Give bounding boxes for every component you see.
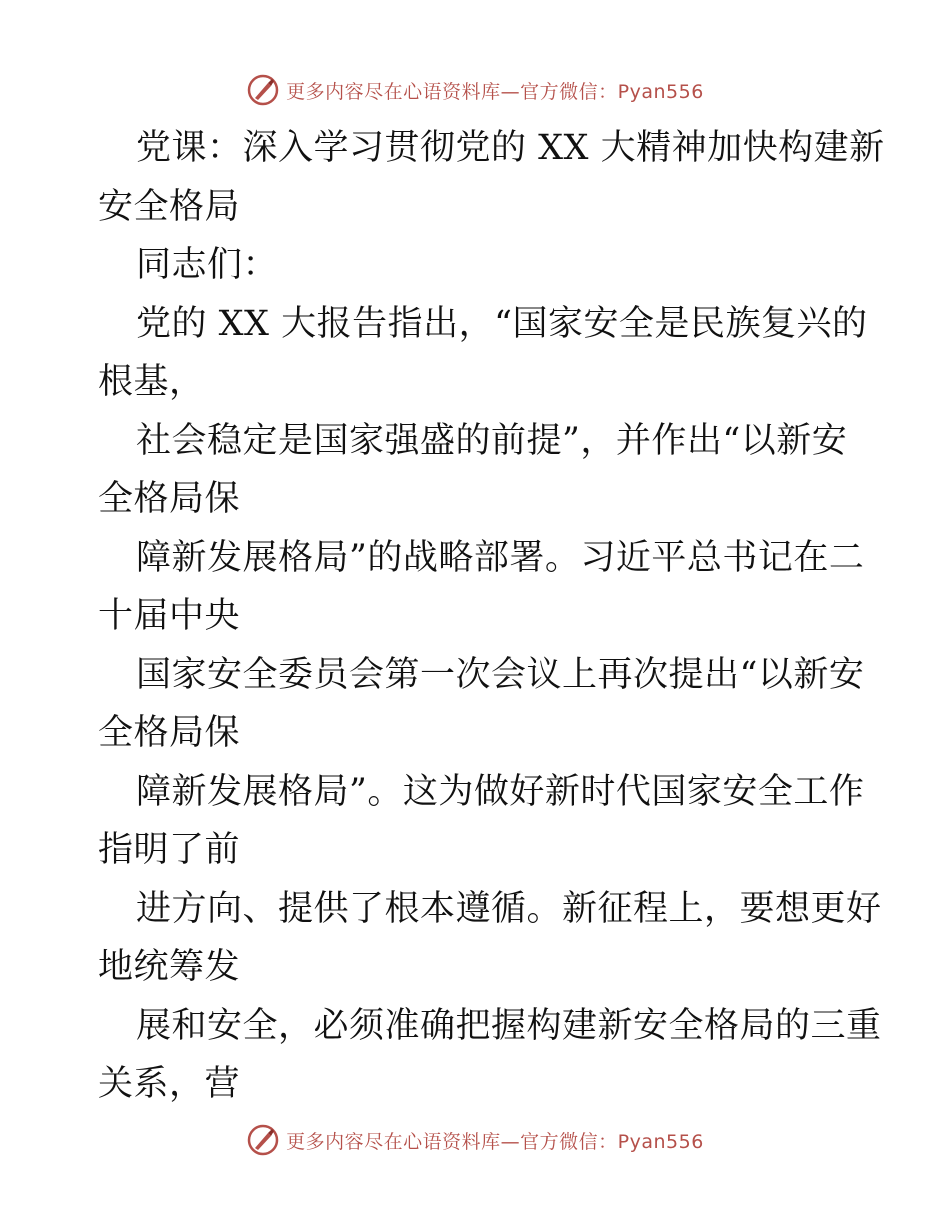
text-line: 社会稳定是国家强盛的前提”，并作出“以新安: [136, 420, 848, 461]
text-line: 党的 XX 大报告指出，“国家安全是民族复兴的: [136, 303, 868, 344]
text-line: 进方向、提供了根本遵循。新征程上，要想更好: [136, 888, 882, 929]
watermark-text: 更多内容尽在心语资料库—官方微信：Pyan556: [286, 1130, 704, 1153]
document-body: [98, 119, 885, 1114]
pen-logo-icon: [246, 1123, 280, 1157]
text-line: 障新发展格局”的战略部署。习近平总书记在二: [136, 537, 865, 578]
footer-watermark: [0, 1120, 950, 1160]
text-line: 国家安全委员会第一次会议上再次提出“以新安: [136, 654, 865, 695]
text-line: 十届中央: [98, 596, 241, 636]
header-watermark: [0, 70, 950, 110]
text-line: 安全格局: [98, 186, 241, 227]
text-line: 根基，: [98, 362, 205, 402]
text-line: 同志们：: [136, 245, 279, 285]
text-line: 展和安全，必须准确把握构建新安全格局的三重: [136, 1005, 882, 1046]
text-line: 全格局保: [98, 713, 241, 753]
watermark-text: 更多内容尽在心语资料库—官方微信：Pyan556: [286, 80, 704, 103]
text-line: 障新发展格局”。这为做好新时代国家安全工作: [136, 771, 865, 812]
text-line: 党课：深入学习贯彻党的 XX 大精神加快构建新: [136, 128, 885, 168]
pen-logo-icon: [246, 73, 280, 107]
text-line: 指明了前: [98, 830, 241, 870]
text-line: 全格局保: [98, 479, 241, 519]
text-line: 关系，营: [98, 1064, 241, 1104]
text-line: 地统筹发: [98, 947, 241, 987]
